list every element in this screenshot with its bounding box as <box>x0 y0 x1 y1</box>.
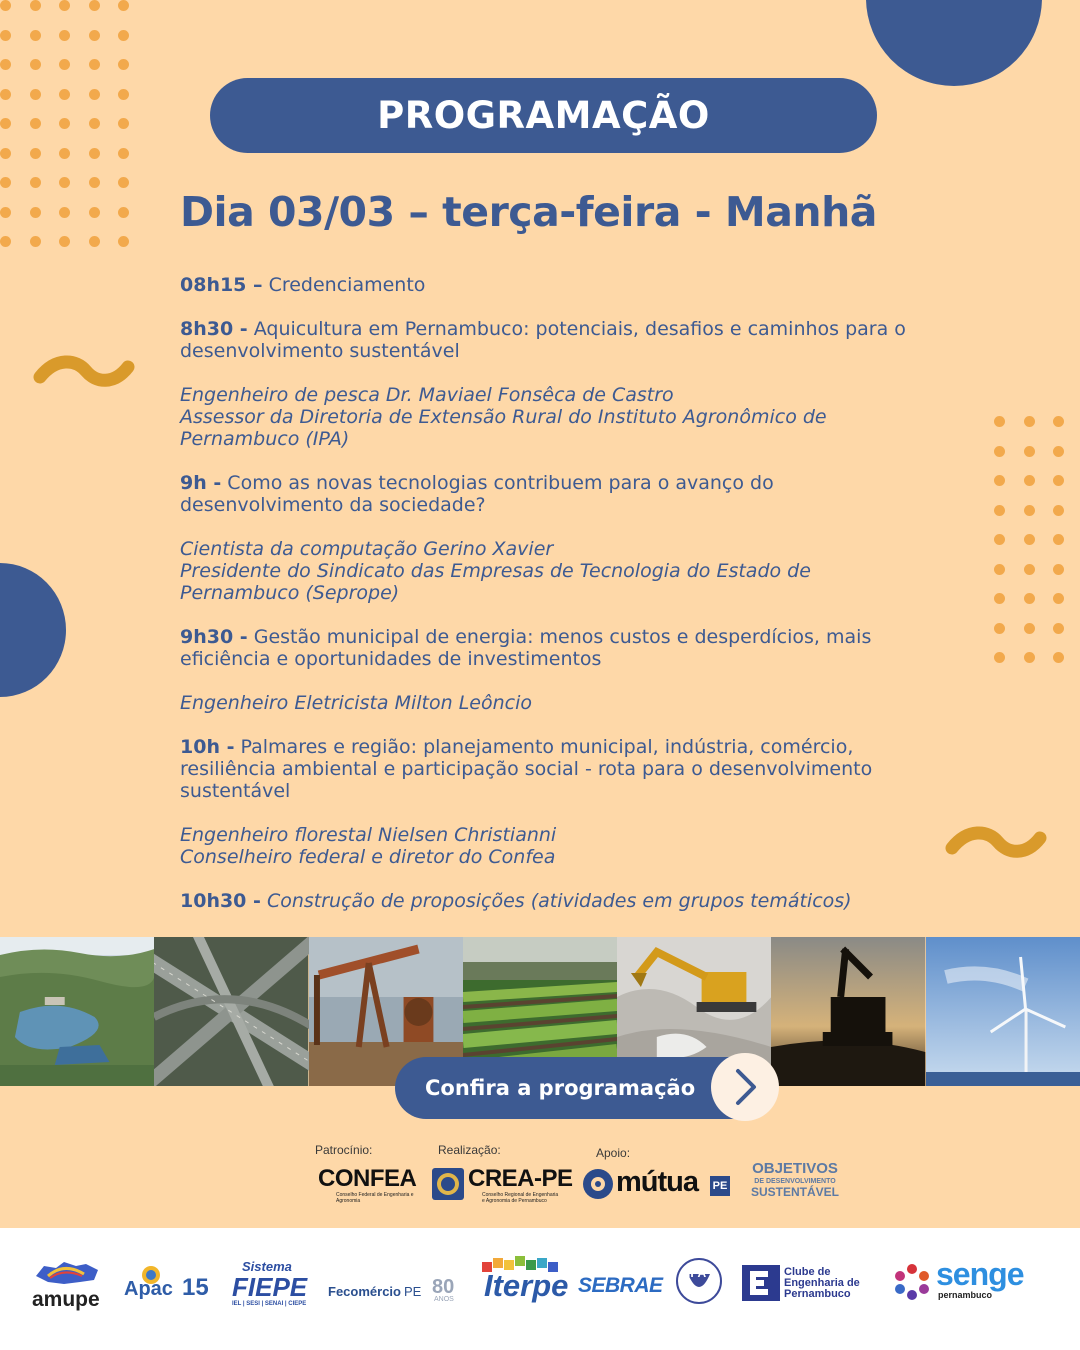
decorative-circle-top-right <box>866 0 1042 86</box>
decorative-dot <box>994 652 1005 663</box>
ods-line3: SUSTENTÁVEL <box>750 1185 839 1199</box>
fecomercio-logo <box>328 1278 468 1308</box>
schedule-time: 9h30 - <box>180 626 248 648</box>
decorative-dot <box>994 623 1005 634</box>
clube-line2: Engenharia de <box>784 1277 860 1289</box>
photo-excavator-silhouette-sunset <box>771 937 925 1086</box>
confea-subtitle: Conselho Federal de Engenharia e Agronomia <box>336 1192 414 1204</box>
decorative-dot <box>59 0 70 11</box>
speaker-info <box>180 824 980 868</box>
decorative-dot <box>59 59 70 70</box>
senge-ring-icon <box>892 1262 932 1302</box>
speaker-info <box>180 538 980 604</box>
schedule-item <box>180 318 980 362</box>
decorative-dot <box>1053 534 1064 545</box>
schedule-item <box>180 626 950 670</box>
decorative-dot <box>89 148 100 159</box>
amupe-name: amupe <box>32 1288 100 1311</box>
decorative-dot <box>30 148 41 159</box>
decorative-dot <box>118 148 129 159</box>
decorative-dot <box>994 534 1005 545</box>
fecomercio-name: Fecomércio <box>328 1284 401 1299</box>
apac-15-years: 15 <box>182 1274 209 1301</box>
decorative-dot <box>994 446 1005 457</box>
decorative-dot <box>1053 475 1064 486</box>
decorative-dot <box>118 30 129 41</box>
dot-pattern-top-left <box>0 0 148 266</box>
decorative-dot <box>118 177 129 188</box>
crea-seal-icon <box>432 1168 464 1200</box>
decorative-dot <box>30 118 41 129</box>
speaker-role: Assessor da Diretoria de Extensão Rural do Instituto Agronômico de Pernambuco (IPA) <box>180 406 827 450</box>
decorative-dot <box>30 207 41 218</box>
schedule-item <box>180 736 950 802</box>
decorative-dot <box>1024 564 1035 575</box>
iterpe-name: Iterpe <box>484 1268 569 1303</box>
decorative-dot <box>0 177 11 188</box>
fiepe-logo <box>232 1260 318 1314</box>
fiepe-sistema: Sistema <box>242 1259 292 1274</box>
decorative-dot <box>1024 446 1035 457</box>
title-banner <box>210 78 877 153</box>
decorative-dot <box>994 505 1005 516</box>
fiepe-name: FIEPE <box>232 1272 308 1302</box>
decorative-dot <box>0 89 11 100</box>
decorative-dot <box>1053 593 1064 604</box>
clube-line3: Pernambuco <box>784 1288 851 1300</box>
clube-engenharia-icon <box>742 1265 780 1301</box>
ods-line2: DE DESENVOLVIMENTO <box>754 1178 836 1185</box>
clube-engenharia-logo <box>742 1265 882 1305</box>
schedule-time: 10h30 - <box>180 890 261 912</box>
iterpe-logo <box>480 1256 570 1312</box>
fiepe-subtitle: IEL | SESI | SENAI | CIEPE <box>232 1301 307 1307</box>
speaker-name: Cientista da computação Gerino Xavier <box>180 538 554 560</box>
mutua-name: mútua <box>616 1166 698 1198</box>
schedule-time: 8h30 - <box>180 318 248 340</box>
page-title: PROGRAMAÇÃO <box>377 94 710 137</box>
fecomercio-80: 80 <box>432 1276 455 1298</box>
decorative-dot <box>59 236 70 247</box>
decorative-dot <box>0 0 11 11</box>
amupe-logo <box>32 1256 112 1316</box>
decorative-dot <box>30 89 41 100</box>
decorative-dot <box>118 118 129 129</box>
realizacao-label: Realização: <box>438 1143 501 1157</box>
decorative-dot <box>1024 475 1035 486</box>
decorative-dot <box>59 148 70 159</box>
photo-wind-turbine <box>926 937 1080 1086</box>
speaker-info <box>180 384 980 450</box>
crea-pe-subtitle: Conselho Regional de Engenharia e Agronomia de Pernambuco <box>482 1192 559 1204</box>
decorative-dot <box>0 236 11 247</box>
speaker-name: Engenheiro florestal Nielsen Christianni <box>180 824 557 846</box>
sebrae-name: SEBRAE <box>578 1274 663 1297</box>
decorative-dot <box>30 30 41 41</box>
decorative-dot <box>59 30 70 41</box>
decorative-dot <box>0 59 11 70</box>
sebrae-logo <box>576 1270 663 1306</box>
day-heading: Dia 03/03 – terça-feira - Manhã <box>180 188 877 236</box>
ipa-logo <box>674 1256 724 1312</box>
partners-bar <box>0 1228 1080 1350</box>
decorative-dot <box>994 564 1005 575</box>
mutua-symbol-icon <box>582 1168 614 1200</box>
decorative-dot <box>1053 623 1064 634</box>
confea-logo <box>318 1166 430 1204</box>
dot-pattern-right <box>994 416 1080 682</box>
decorative-dot <box>59 118 70 129</box>
decorative-dot <box>89 89 100 100</box>
confea-name: CONFEA <box>318 1165 417 1192</box>
decorative-dot <box>994 593 1005 604</box>
mutua-pe-badge: PE <box>710 1176 730 1196</box>
schedule-title: Palmares e região: planejamento municipal, indústria, comércio, resiliência ambiental e participação social - rota para o desenvolvimento sustentável <box>180 736 873 802</box>
senge-name: senge <box>936 1256 1024 1292</box>
schedule-item <box>180 890 980 912</box>
decorative-dot <box>118 207 129 218</box>
decorative-dot <box>1053 564 1064 575</box>
pernambuco-map-icon <box>34 1258 100 1288</box>
chevron-right-icon[interactable] <box>711 1053 779 1121</box>
decorative-dot <box>59 177 70 188</box>
decorative-circle-left <box>0 563 66 697</box>
ipa-emblem-icon <box>674 1256 724 1306</box>
ods-line1: OBJETIVOS <box>752 1160 838 1177</box>
decorative-dot <box>1024 505 1035 516</box>
speaker-role: Presidente do Sindicato das Empresas de Tecnologia do Estado de Pernambuco (Seprope) <box>180 560 811 604</box>
decorative-dot <box>30 236 41 247</box>
decorative-dot <box>0 30 11 41</box>
schedule-title: Como as novas tecnologias contribuem para o avanço do desenvolvimento da sociedade? <box>180 472 774 516</box>
decorative-dot <box>994 416 1005 427</box>
schedule-time: 08h15 – <box>180 274 263 296</box>
decorative-dot <box>0 207 11 218</box>
decorative-dot <box>59 89 70 100</box>
decorative-dot <box>118 89 129 100</box>
photo-reservoir <box>0 937 154 1086</box>
decorative-dot <box>30 177 41 188</box>
schedule-item <box>180 274 980 296</box>
decorative-dot <box>89 0 100 11</box>
decorative-dot <box>89 59 100 70</box>
decorative-dot <box>0 148 11 159</box>
schedule-time: 10h - <box>180 736 235 758</box>
apac-name: Apac <box>124 1278 173 1300</box>
decorative-dot <box>1024 623 1035 634</box>
schedule-time: 9h - <box>180 472 222 494</box>
ods-logo <box>745 1161 845 1199</box>
patrocinio-label: Patrocínio: <box>315 1143 373 1157</box>
decorative-dot <box>89 118 100 129</box>
fecomercio-state: PE <box>404 1284 422 1299</box>
decorative-dot <box>89 236 100 247</box>
speaker-name: Engenheiro Eletricista Milton Leôncio <box>180 692 532 714</box>
clube-line1: Clube de <box>784 1266 831 1278</box>
apoio-label: Apoio: <box>596 1146 631 1160</box>
decorative-dot <box>59 207 70 218</box>
squiggle-left <box>32 355 136 391</box>
photo-highway-interchange <box>154 937 308 1086</box>
senge-subtitle: pernambuco <box>938 1290 993 1300</box>
speaker-name: Engenheiro de pesca Dr. Maviael Fonsêca de Castro <box>180 384 674 406</box>
decorative-dot <box>1053 652 1064 663</box>
crea-pe-name: CREA-PE <box>468 1165 573 1192</box>
cta-label: Confira a programação <box>425 1076 696 1100</box>
schedule-title: Construção de proposições (atividades em grupos temáticos) <box>266 890 852 912</box>
schedule-title: Gestão municipal de energia: menos custos e desperdícios, mais eficiência e oportunidades de investimentos <box>180 626 872 670</box>
decorative-dot <box>118 236 129 247</box>
decorative-dot <box>30 0 41 11</box>
decorative-dot <box>89 177 100 188</box>
decorative-dot <box>0 118 11 129</box>
fecomercio-anos: ANOS <box>434 1296 454 1303</box>
decorative-dot <box>30 59 41 70</box>
decorative-dot <box>1024 416 1035 427</box>
schedule-title: Credenciamento <box>268 274 426 296</box>
schedule-list <box>180 274 980 934</box>
decorative-dot <box>1024 593 1035 604</box>
speaker-role: Conselheiro federal e diretor do Confea <box>180 846 556 868</box>
decorative-dot <box>994 475 1005 486</box>
senge-logo <box>892 1256 1052 1306</box>
schedule-title: Aquicultura em Pernambuco: potenciais, desafios e caminhos para o desenvolvimento sustentável <box>180 318 906 362</box>
decorative-dot <box>118 0 129 11</box>
mutua-logo <box>582 1166 732 1202</box>
schedule-item <box>180 472 870 516</box>
speaker-info <box>180 692 980 714</box>
decorative-dot <box>1024 652 1035 663</box>
decorative-dot <box>89 207 100 218</box>
decorative-dot <box>89 30 100 41</box>
decorative-dot <box>1053 416 1064 427</box>
ipa-name: IPA <box>687 1266 707 1280</box>
decorative-dot <box>118 59 129 70</box>
decorative-dot <box>1024 534 1035 545</box>
crea-pe-logo <box>468 1166 580 1204</box>
apac-logo <box>124 1264 214 1308</box>
decorative-dot <box>1053 446 1064 457</box>
decorative-dot <box>1053 505 1064 516</box>
